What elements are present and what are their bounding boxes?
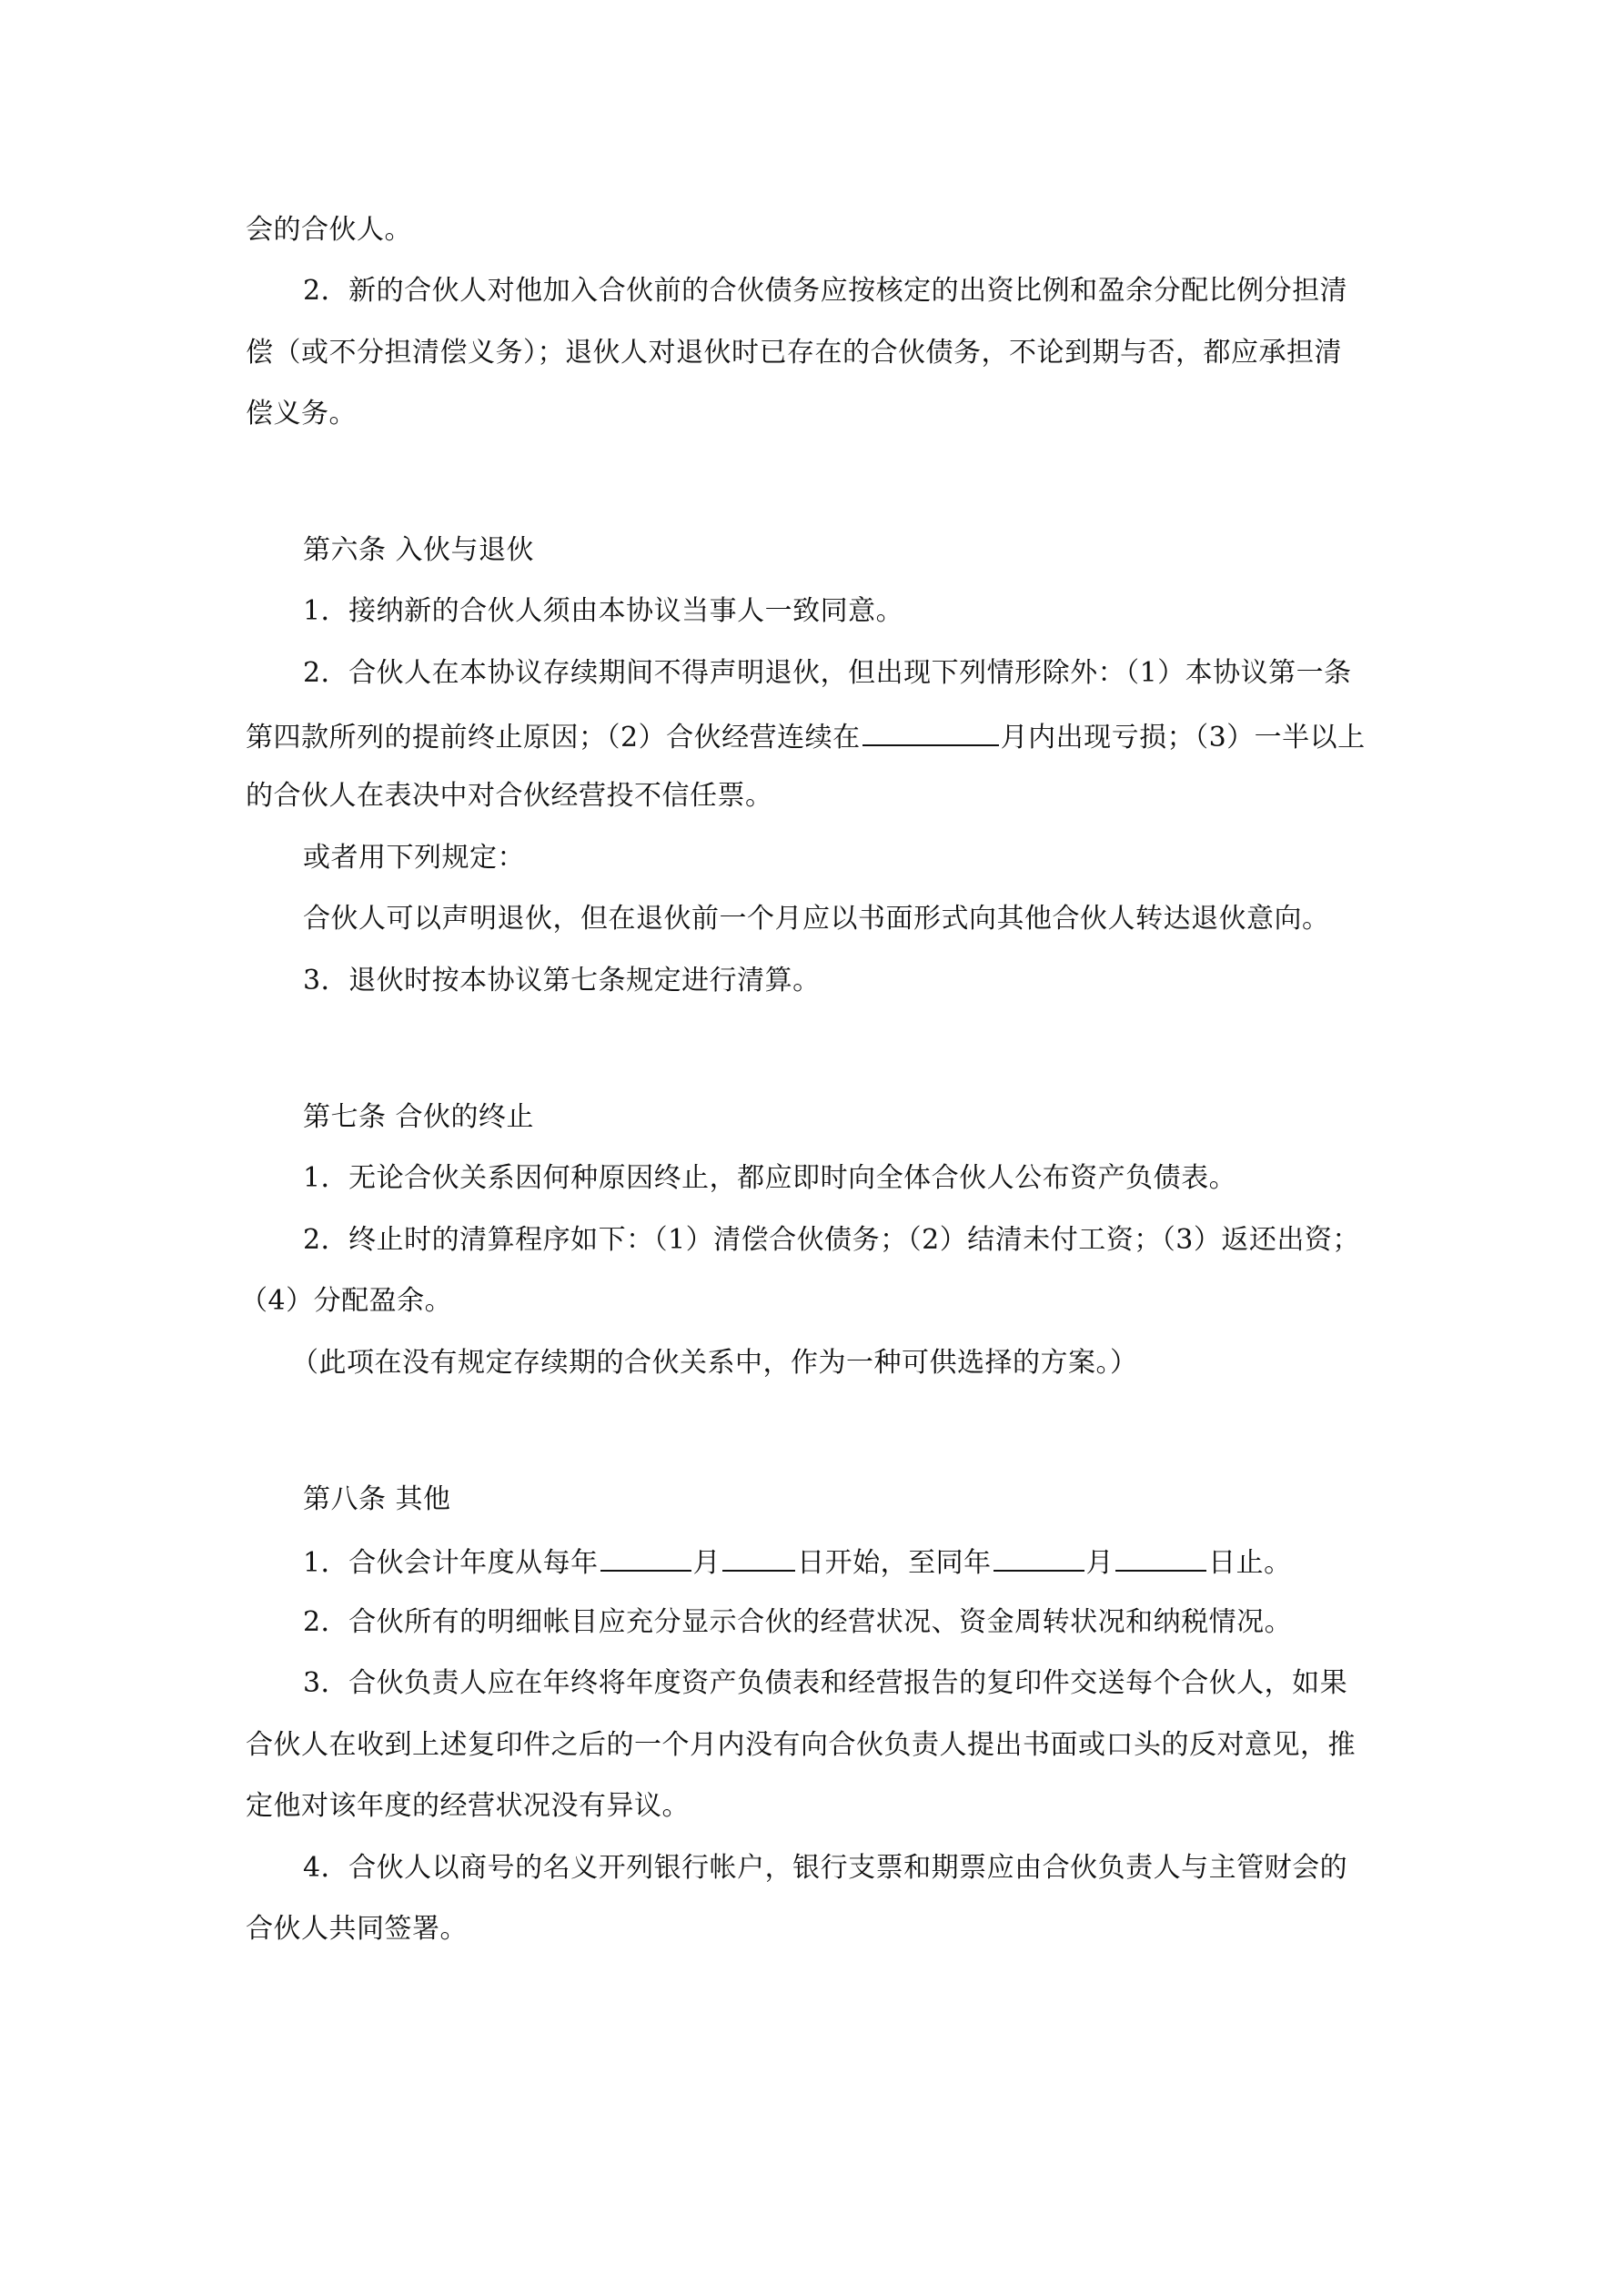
- section8-heading: 第八条 其他: [303, 1483, 451, 1515]
- months-blank: [862, 717, 999, 746]
- section8-item1: [303, 1542, 1449, 1582]
- section6-alt-intro: 或者用下列规定：: [303, 842, 525, 874]
- section7-item2-line1: 2．终止时的清算程序如下：（1）清偿合伙债务；（2）结清未付工资；（3）返还出资；: [303, 1224, 1360, 1256]
- section8-item1-part-b: 月: [692, 1547, 721, 1579]
- end-day-blank: [1115, 1542, 1206, 1572]
- section6-item2-line3: 的合伙人在表决中对合伙经营投不信任票。: [246, 780, 773, 812]
- section6-heading: 第六条 入伙与退伙: [303, 534, 535, 566]
- section6-alt-rule: 合伙人可以声明退伙，但在退伙前一个月应以书面形式向其他合伙人转达退伙意向。: [303, 903, 1330, 935]
- section5-item2-line2: 偿（或不分担清偿义务）；退伙人对退伙时已存在的合伙债务，不论到期与否，都应承担清: [246, 337, 1342, 369]
- section8-item2: 2．合伙所有的明细帐目应充分显示合伙的经营状况、资金周转状况和纳税情况。: [303, 1606, 1293, 1638]
- section8-item1-part-a: 1．合伙会计年度从每年: [303, 1547, 599, 1579]
- section5-item2-line3: 偿义务。: [246, 398, 357, 430]
- section6-item3: 3．退伙时按本协议第七条规定进行清算。: [303, 965, 821, 996]
- section8-item3-line1: 3．合伙负责人应在年终将年度资产负债表和经营报告的复印件交送每个合伙人，如果: [303, 1667, 1348, 1699]
- section6-item2-line2-part-a: 第四款所列的提前终止原因；（2）合伙经营连续在: [246, 722, 861, 754]
- section8-item4-line1: 4．合伙人以商号的名义开列银行帐户，银行支票和期票应由合伙负责人与主管财会的: [303, 1852, 1348, 1884]
- end-month-blank: [994, 1542, 1084, 1572]
- section7-note: （此项在没有规定存续期的合伙关系中，作为一种可供选择的方案。）: [291, 1347, 1138, 1379]
- section8-item1-part-c: 日开始，至同年: [797, 1547, 992, 1579]
- section8-item1-part-e: 日止。: [1208, 1547, 1292, 1579]
- section8-item1-part-d: 月: [1085, 1547, 1115, 1579]
- continuation-line: 会的合伙人。: [246, 214, 412, 246]
- section8-item3-line3: 定他对该年度的经营状况没有异议。: [246, 1790, 690, 1822]
- section8-item3-line2: 合伙人在收到上述复印件之后的一个月内没有向合伙负责人提出书面或口头的反对意见，推: [246, 1729, 1356, 1761]
- section7-heading: 第七条 合伙的终止: [303, 1101, 535, 1133]
- start-month-blank: [600, 1542, 691, 1572]
- section6-item2-line2-part-b: 月内出现亏损；（3）一半以上: [1000, 722, 1366, 754]
- section6-item1: 1．接纳新的合伙人须由本协议当事人一致同意。: [303, 595, 904, 627]
- section7-item1: 1．无论合伙关系因何种原因终止，都应即时向全体合伙人公布资产负债表。: [303, 1162, 1237, 1194]
- section8-item4-line2: 合伙人共同签署。: [246, 1913, 468, 1945]
- section6-item2-line2: [246, 717, 1392, 756]
- section6-item2-line1: 2．合伙人在本协议存续期间不得声明退伙，但出现下列情形除外：（1）本协议第一条: [303, 657, 1352, 689]
- start-day-blank: [722, 1542, 795, 1572]
- section5-item2-line1: 2．新的合伙人对他加入合伙前的合伙债务应按核定的出资比例和盈余分配比例分担清: [303, 275, 1348, 307]
- section7-item2-line2: （4）分配盈余。: [240, 1285, 453, 1317]
